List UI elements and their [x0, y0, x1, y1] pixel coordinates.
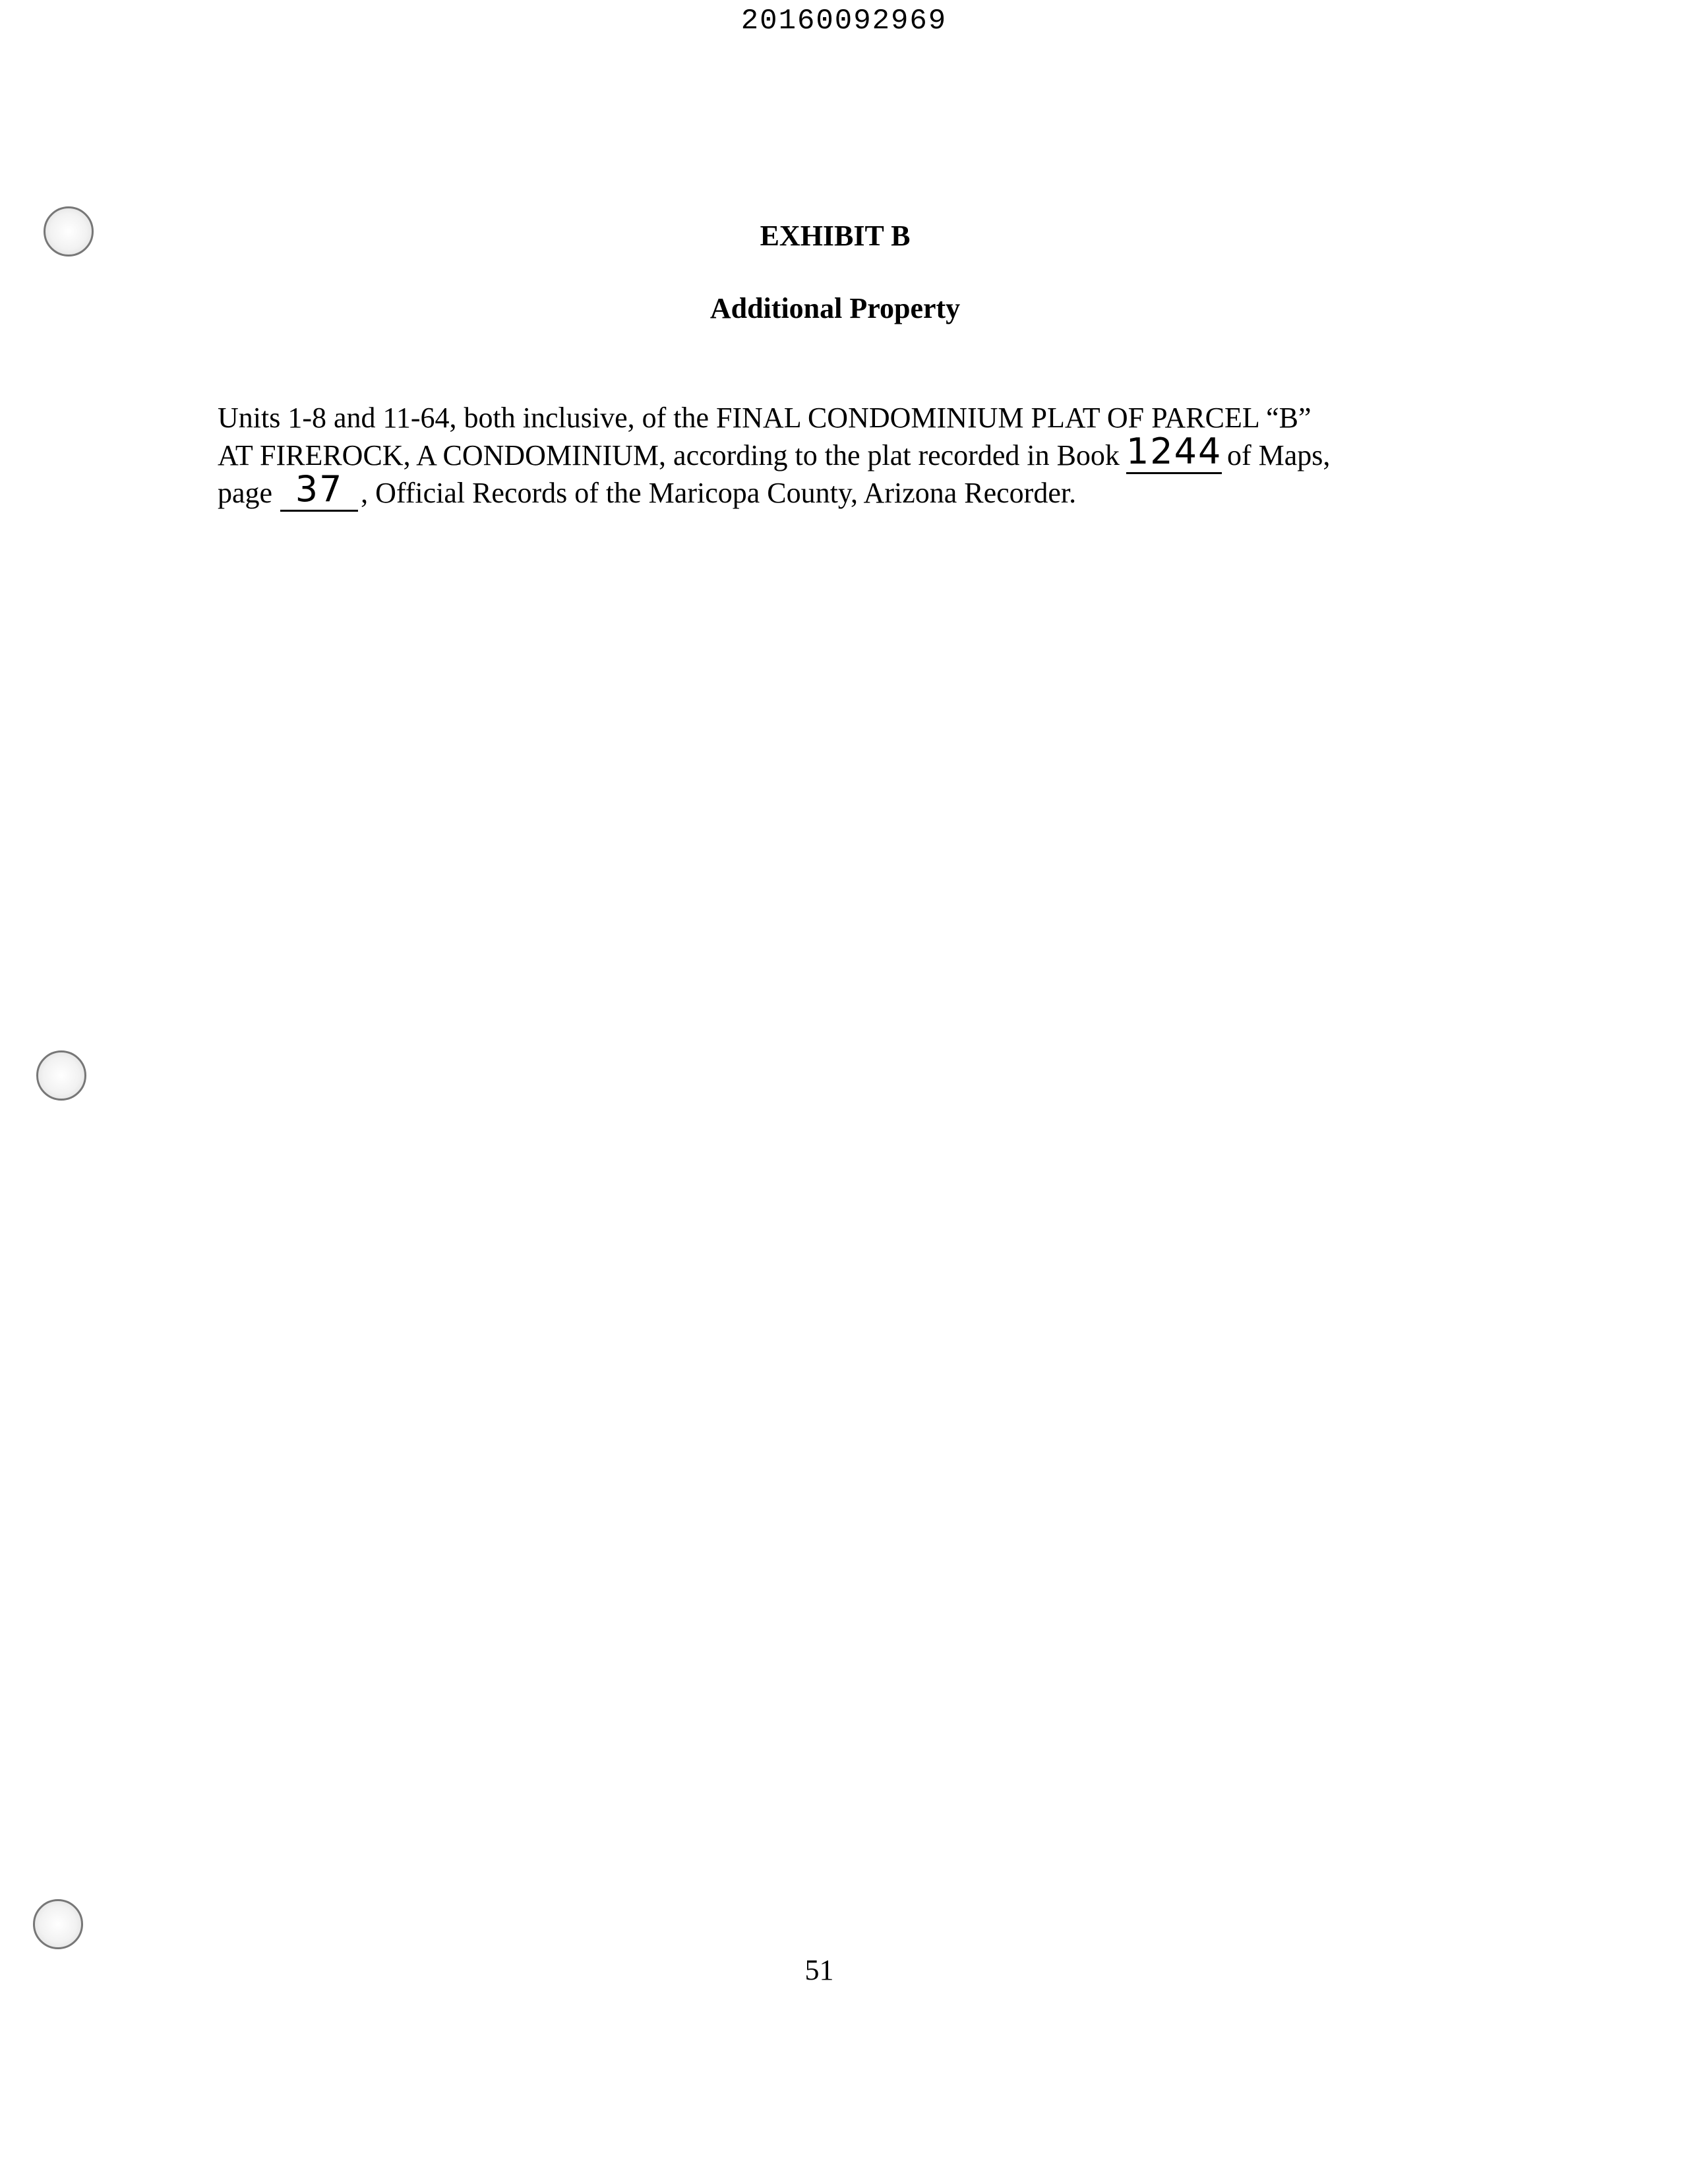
page-number-handwritten: 37	[295, 468, 344, 510]
punch-hole-middle	[36, 1050, 86, 1101]
legal-description-line-2	[218, 431, 1470, 474]
line-2-lead: AT FIREROCK, A CONDOMINIUM, according to the plat recorded in Book	[218, 439, 1120, 471]
page-number-blank	[280, 468, 358, 512]
line-2-tail: of Maps,	[1226, 439, 1331, 471]
line-3-lead: page	[218, 477, 273, 509]
legal-description-line-3	[218, 468, 1470, 512]
punch-hole-bottom	[33, 1899, 83, 1949]
legal-description-line-1: Units 1-8 and 11-64, both inclusive, of the FINAL CONDOMINIUM PLAT OF PARCEL “B”	[218, 402, 1311, 434]
exhibit-title: EXHIBIT B	[760, 220, 911, 252]
book-number-handwritten: 1244	[1126, 431, 1222, 472]
book-number-blank	[1126, 431, 1222, 474]
line-3-tail: , Official Records of the Maricopa County, Arizona Recorder.	[361, 477, 1077, 509]
page-number: 51	[804, 1954, 834, 1986]
exhibit-subtitle: Additional Property	[709, 292, 961, 324]
legal-description	[218, 400, 1470, 512]
recording-number: 20160092969	[740, 5, 948, 38]
